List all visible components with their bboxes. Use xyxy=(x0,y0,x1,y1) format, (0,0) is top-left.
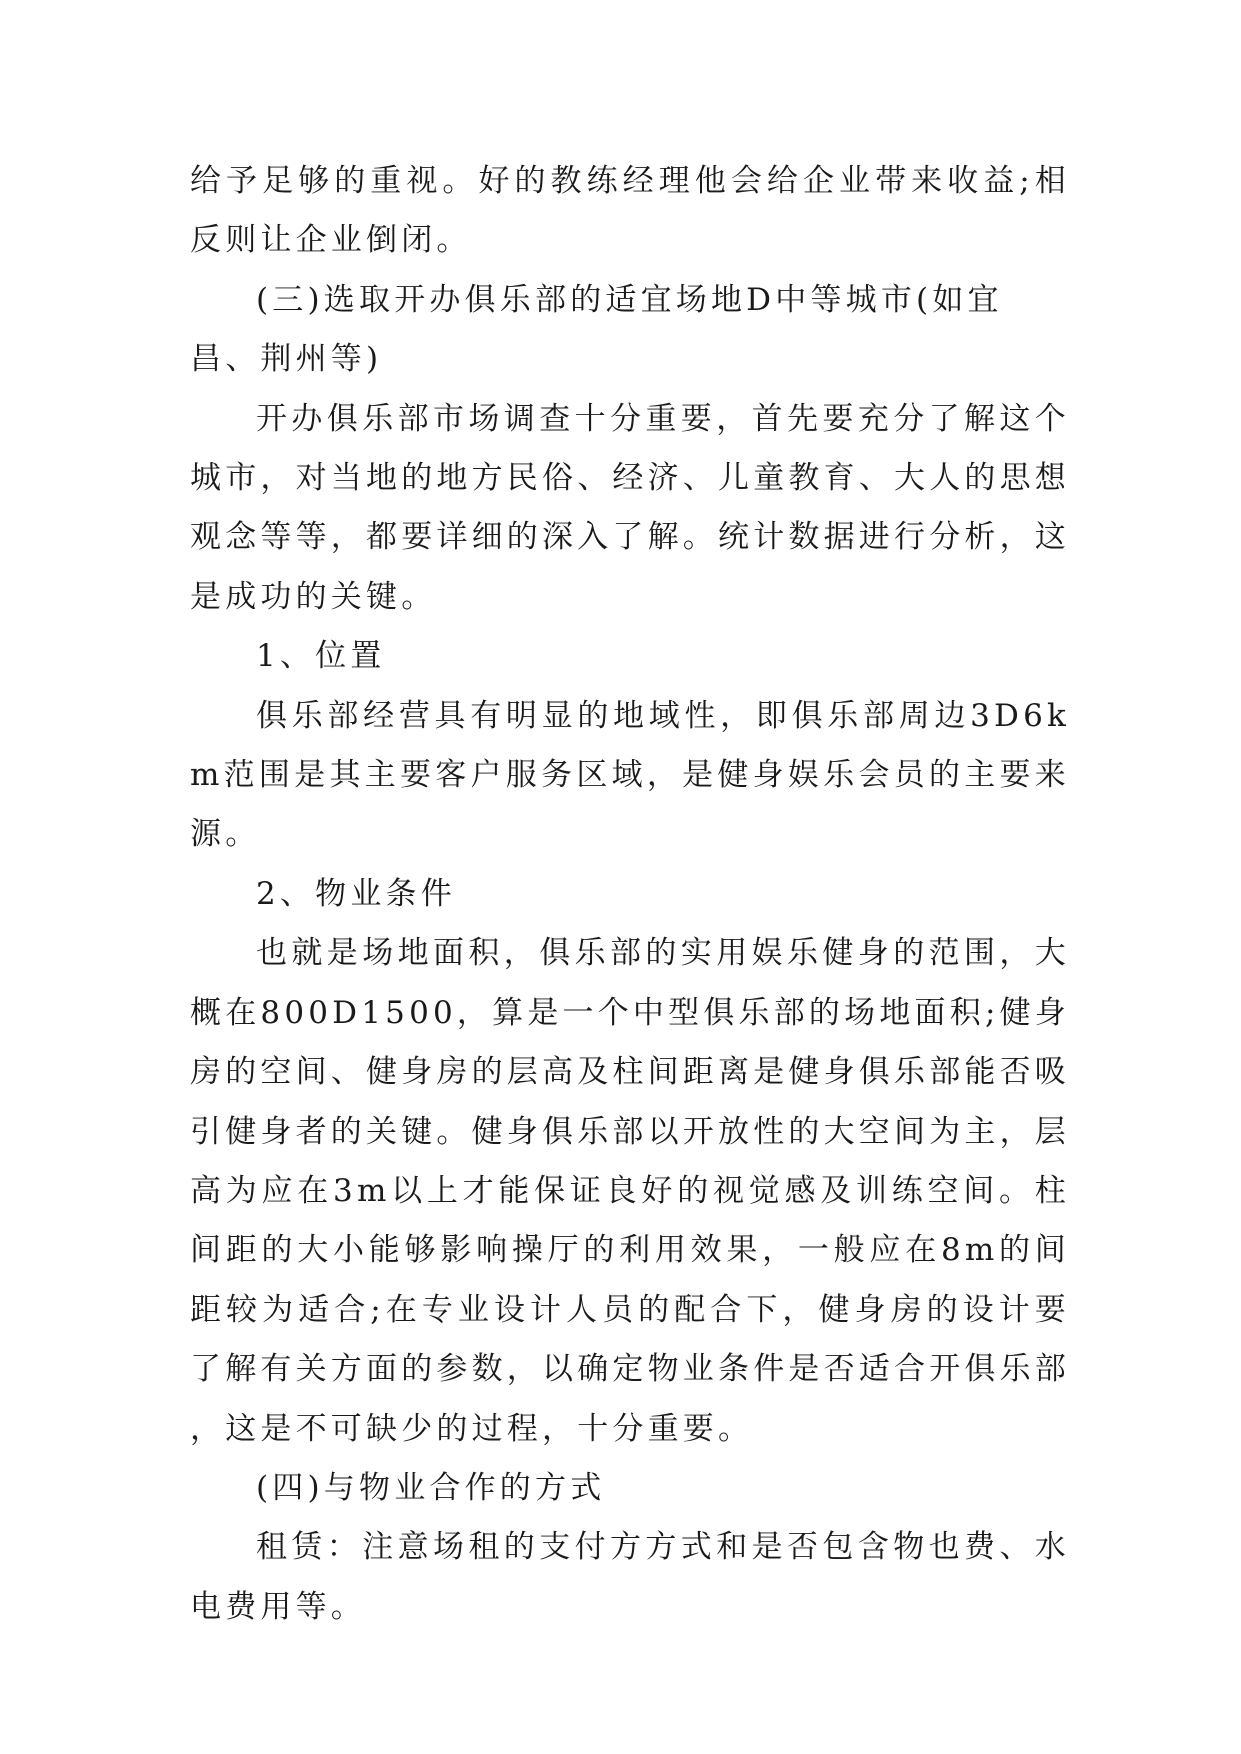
section-heading-cooperation: (四)与物业合作的方式 xyxy=(256,1469,606,1506)
document-body xyxy=(190,152,1070,1637)
section-heading-site-selection: (三)选取开办俱乐部的适宜场地D中等城市(如宜昌、荆州等) xyxy=(190,281,1003,378)
paragraph-leasing: 租赁：注意场租的支付方方式和是否包含物也费、水电费用等。 xyxy=(190,1529,1070,1625)
paragraph-continuation: 给予足够的重视。好的教练经理他会给企业带来收益;相反则让企业倒闭。 xyxy=(190,163,1070,259)
subheading-location: 1、位置 xyxy=(256,638,386,675)
paragraph-location: 俱乐部经营具有明显的地域性，即俱乐部周边3D6km范围是其主要客户服务区域，是健身娱乐会员的主要来源。 xyxy=(190,697,1070,853)
paragraph-property-conditions: 也就是场地面积，俱乐部的实用娱乐健身的范围，大概在800D1500，算是一个中型俱乐部的场地面积;健身房的空间、健身房的层高及柱间距离是健身俱乐部能否吸引健身者的关键。健身俱乐部以开放性的大空间为主，层高为应在3m以上才能保证良好的视觉感及训练空间。柱间距的大小能够影响操厅的利用效果，一般应在8m的间距较为适合;在专业设计人员的配合下，健身房的设计要了解有关方面的参数，以确定物业条件是否适合开俱乐部，这是不可缺少的过程，十分重要。 xyxy=(190,935,1070,1447)
paragraph-market-research: 开办俱乐部市场调查十分重要，首先要充分了解这个城市，对当地的地方民俗、经济、儿童教育、大人的思想观念等等，都要详细的深入了解。统计数据进行分析，这是成功的关键。 xyxy=(190,400,1070,615)
subheading-property-conditions: 2、物业条件 xyxy=(256,875,456,912)
